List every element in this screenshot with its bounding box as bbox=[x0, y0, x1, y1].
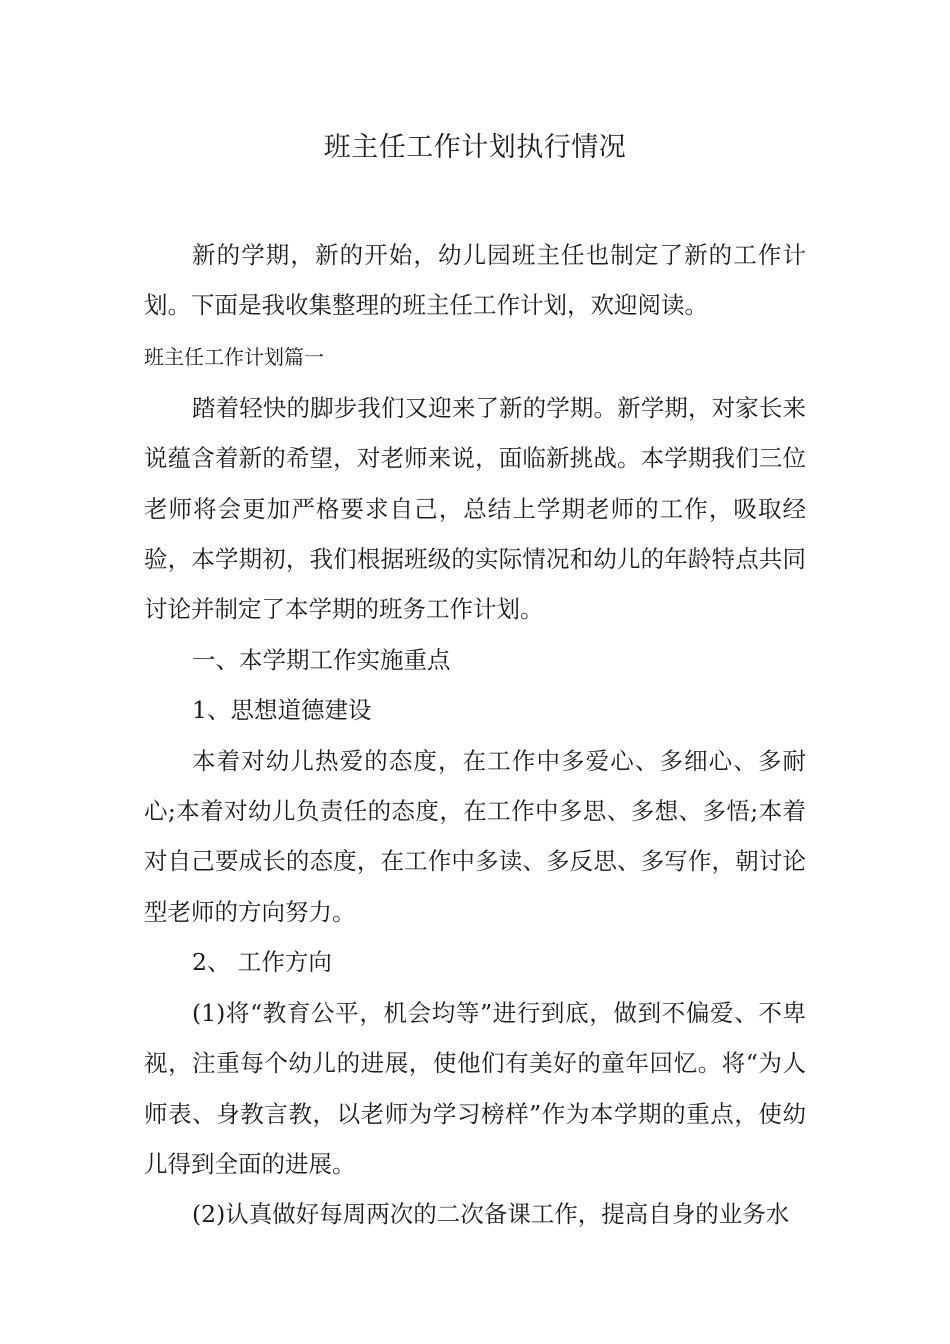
intro-paragraph: 新的学期，新的开始，幼儿园班主任也制定了新的工作计划。下面是我收集整理的班主任工作计划，欢迎阅读。 bbox=[144, 241, 806, 320]
section-heading: 班主任工作计划篇一 bbox=[144, 344, 324, 369]
subheading-implementation-focus: 一、本学期工作实施重点 bbox=[192, 645, 451, 674]
body-paragraph: 本着对幼儿热爱的态度，在工作中多爱心、多细心、多耐心;本着对幼儿负责任的态度，在工作中多思、多想、多悟;本着对自己要成长的态度，在工作中多读、多反思、多写作，朝讨论型老师的方向努力。 bbox=[144, 746, 806, 926]
subheading-work-direction: 2、 工作方向 bbox=[192, 948, 332, 977]
document-title: 班主任工作计划执行情况 bbox=[323, 132, 627, 163]
body-paragraph: 踏着轻快的脚步我们又迎来了新的学期。新学期，对家长来说蕴含着新的希望，对老师来说，面临新挑战。本学期我们三位老师将会更加严格要求自己，总结上学期老师的工作，吸取经验，本学期初，我们根据班级的实际情况和幼儿的年龄特点共同讨论并制定了本学期的班务工作计划。 bbox=[144, 393, 806, 624]
subheading-moral-construction: 1、思想道德建设 bbox=[192, 696, 372, 725]
list-item-paragraph: (2)认真做好每周两次的二次备课工作，提高自身的业务水 bbox=[192, 1200, 790, 1229]
list-item-paragraph: (1)将“教育公平，机会均等”进行到底，做到不偏爱、不卑视，注重每个幼儿的进展，使他们有美好的童年回忆。将“为人师表、身教言教，以老师为学习榜样”作为本学期的重点，使幼儿得到全面的进展。 bbox=[144, 998, 806, 1178]
document-body bbox=[144, 230, 806, 1240]
